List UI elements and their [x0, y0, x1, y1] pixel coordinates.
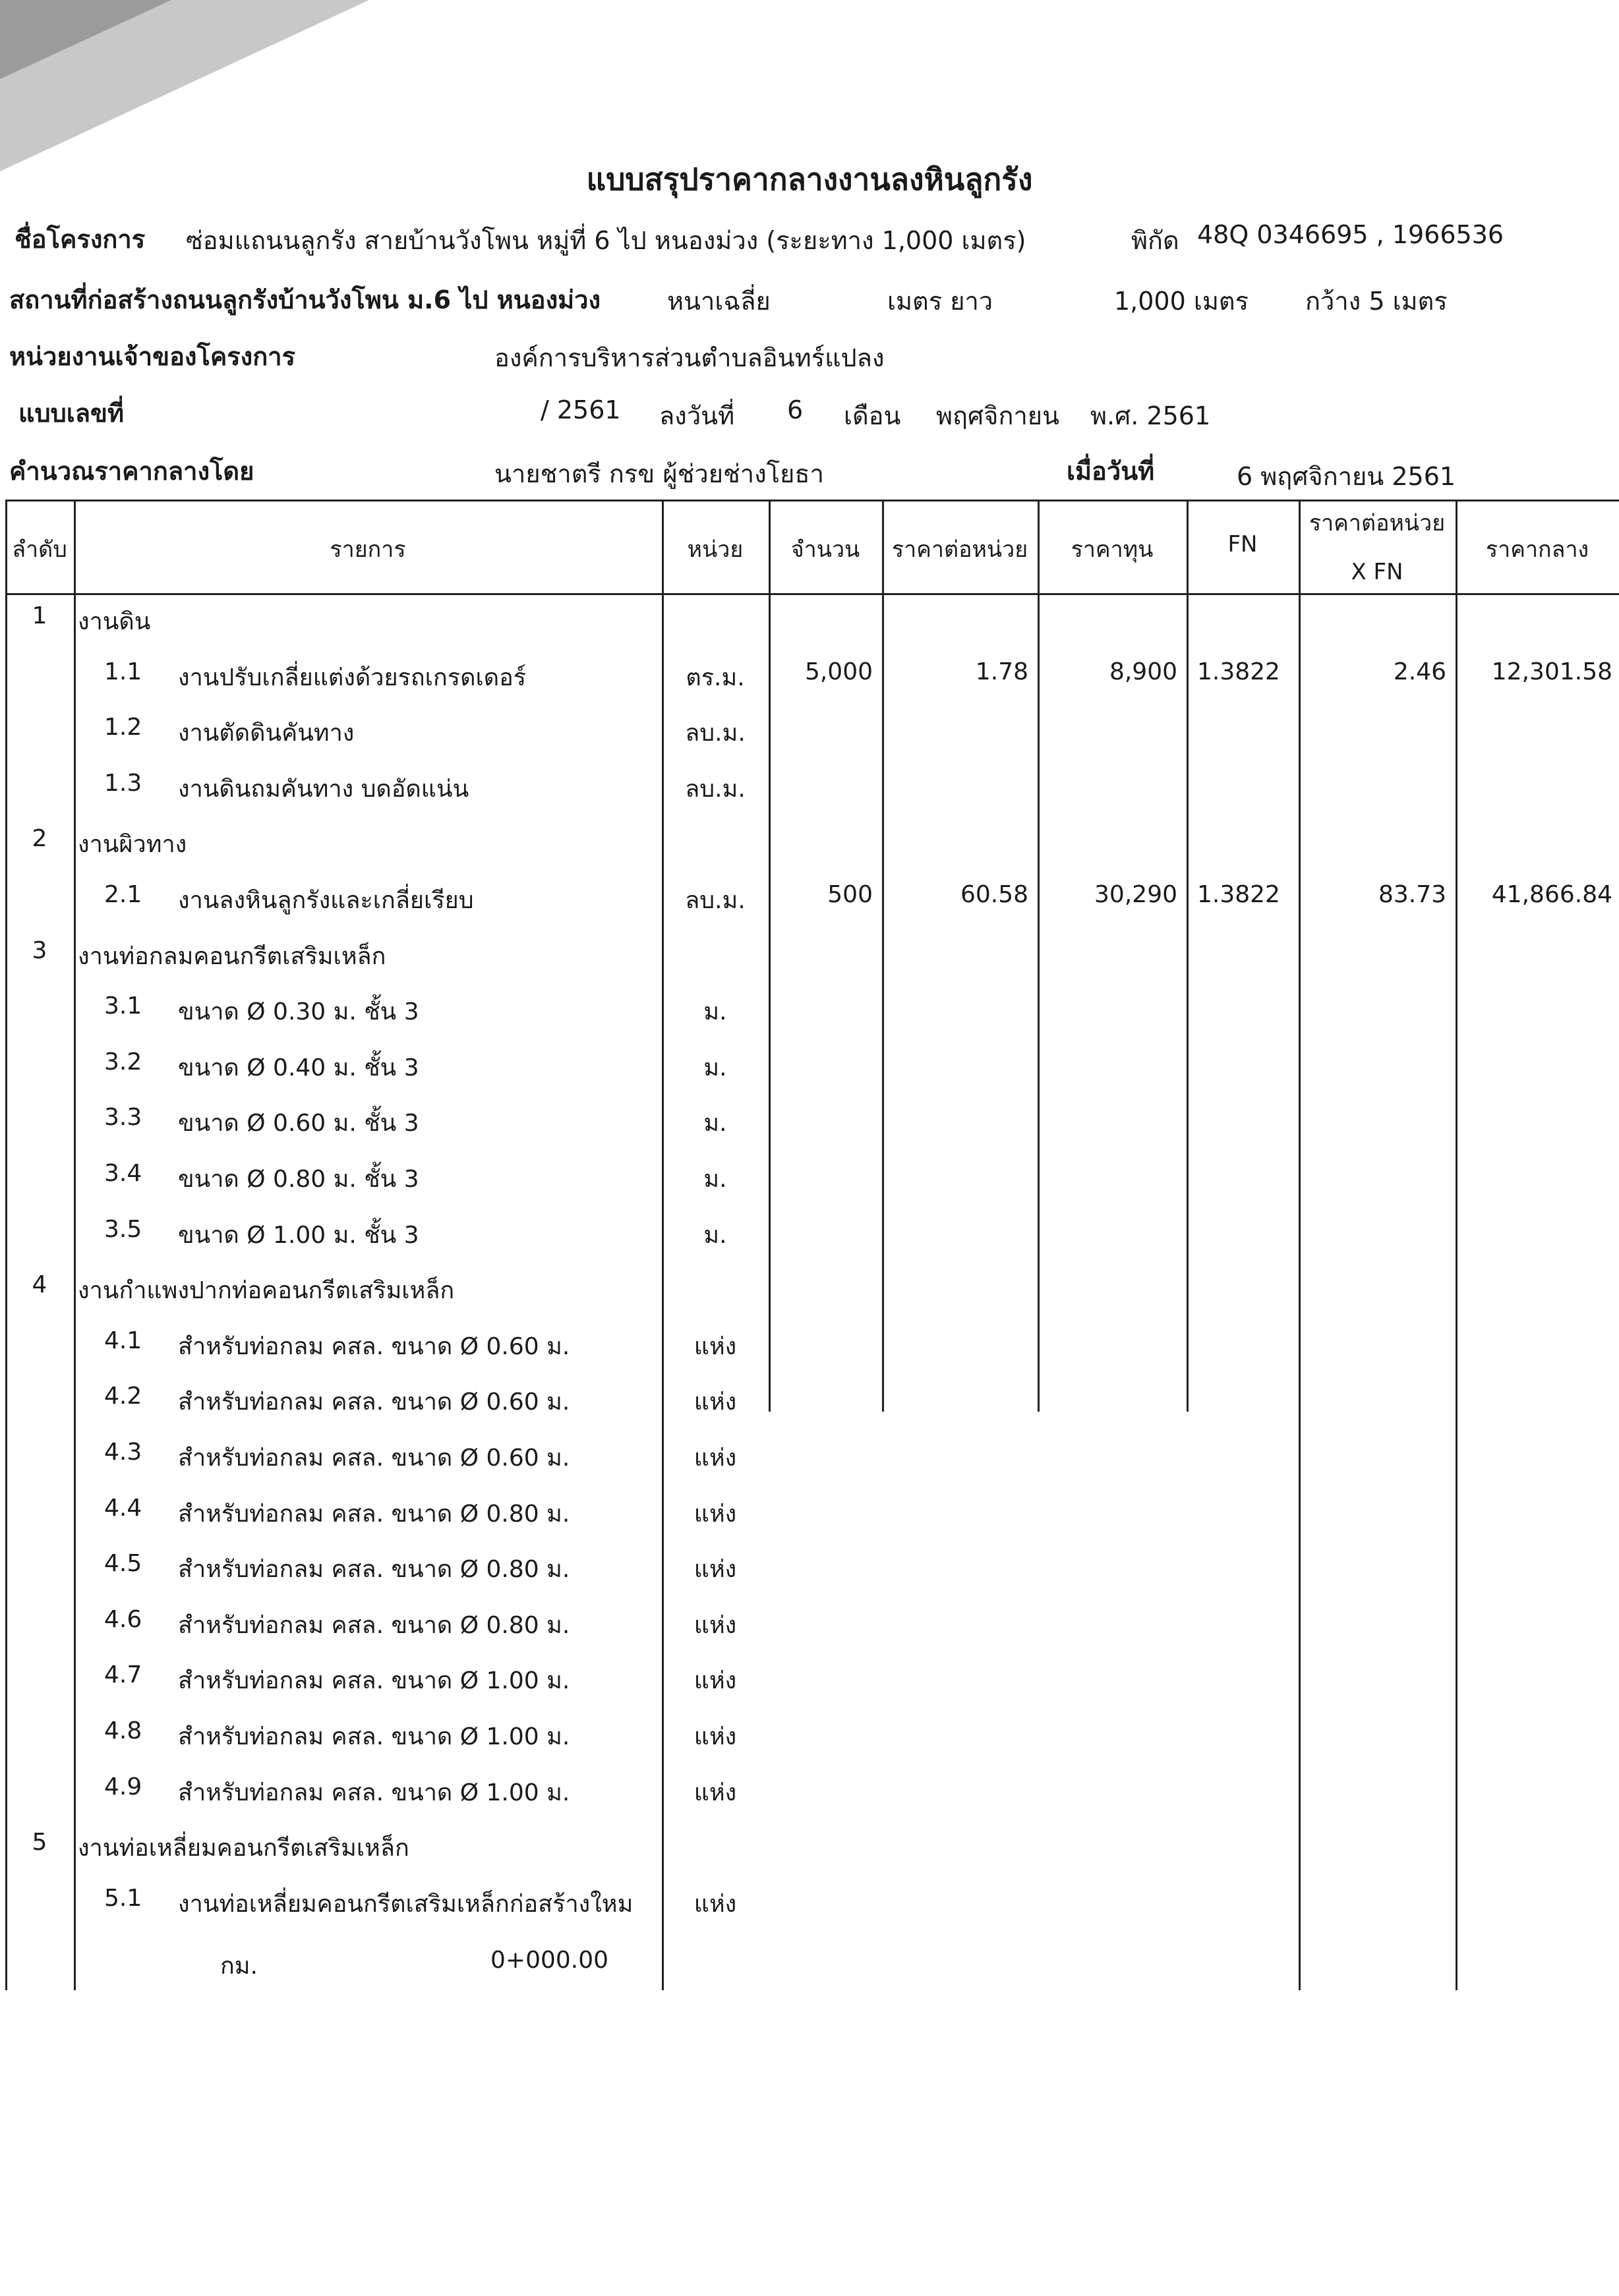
row-item: สำหรับท่อกลม คสล. ขนาด Ø 0.80 ม.	[178, 1501, 570, 1528]
header-cost: ราคาทุน	[1071, 536, 1154, 563]
row-item: งานตัดดินคันทาง	[178, 720, 355, 747]
row-qty: 5,000	[804, 658, 873, 685]
row-total: 41,866.84	[1491, 881, 1612, 908]
col-line	[769, 500, 771, 1412]
header-unit-price-fn: ราคาต่อหน่วย	[1309, 510, 1446, 536]
row-unit: ม.	[703, 1222, 727, 1249]
row-unit: ม.	[703, 998, 727, 1025]
row-unit-price-fn: 2.46	[1393, 658, 1446, 685]
plan-no-label: แบบเลขที่	[18, 399, 125, 428]
row-item: ขนาด Ø 0.40 ม. ชั้น 3	[178, 1054, 419, 1081]
row-no: 2	[32, 825, 47, 852]
length-value: 1,000 เมตร	[1114, 287, 1249, 316]
thickness-label: หนาเฉลี่ย	[667, 287, 771, 316]
row-unit: ม.	[703, 1054, 727, 1081]
row-item: งานลงหินลูกรังและเกลี่ยเรียบ	[178, 887, 474, 914]
row-unit: ลบ.ม.	[685, 776, 746, 803]
row-unit: ม.	[703, 1110, 727, 1137]
row-sub-no: 4.7	[104, 1661, 142, 1688]
row-no: 5	[32, 1829, 47, 1856]
row-item: งานผิวทาง	[78, 831, 187, 858]
row-unit: แห่ง	[693, 1556, 737, 1583]
row-unit: แห่ง	[693, 1891, 737, 1918]
row-sub-no: 2.1	[104, 881, 142, 908]
project-value: ซ่อมแถนนลูกรัง สายบ้านวังโพน หมู่ที่ 6 ไป หนองม่วง (ระยะทาง 1,000 เมตร)	[186, 226, 1026, 255]
folded-corner-shadow-dark	[0, 0, 171, 79]
owner-value: องค์การบริหารส่วนตำบลอินทร์แปลง	[494, 343, 885, 372]
row-sub-no: 3.2	[104, 1048, 142, 1076]
row-item: สำหรับท่อกลม คสล. ขนาด Ø 0.60 ม.	[178, 1445, 570, 1472]
row-unit: แห่ง	[693, 1333, 737, 1360]
price-table	[5, 500, 1619, 1990]
row-sub-no: 3.1	[104, 992, 142, 1019]
row-unit: ม.	[703, 1166, 727, 1193]
row-item: งานท่อเหลี่ยมคอนกรีตเสริมเหล็ก	[78, 1835, 409, 1862]
row-item: ขนาด Ø 0.30 ม. ชั้น 3	[178, 998, 419, 1025]
row-item: งานดินถมคันทาง บดอัดแน่น	[178, 776, 469, 803]
row-item: สำหรับท่อกลม คสล. ขนาด Ø 1.00 ม.	[178, 1779, 570, 1806]
header-bottom-border	[5, 593, 1619, 595]
col-line	[1456, 500, 1457, 1990]
plan-no-value: / 2561	[541, 395, 621, 424]
row-item: สำหรับท่อกลม คสล. ขนาด Ø 0.80 ม.	[178, 1612, 570, 1639]
row-no: 3	[32, 937, 47, 964]
col-line	[1038, 500, 1040, 1412]
row-cost: 8,900	[1109, 658, 1177, 685]
row-item: สำหรับท่อกลม คสล. ขนาด Ø 0.60 ม.	[178, 1333, 570, 1360]
header-no: ลำดับ	[12, 536, 67, 563]
row-total: 12,301.58	[1491, 658, 1612, 685]
row-unit: แห่ง	[693, 1779, 737, 1806]
row-item: สำหรับท่อกลม คสล. ขนาด Ø 1.00 ม.	[178, 1667, 570, 1694]
row-sub-no: 4.9	[104, 1773, 142, 1800]
row-sub-no: 4.1	[104, 1327, 142, 1354]
row-unit: ลบ.ม.	[685, 720, 746, 747]
row-sub-no: 3.4	[104, 1160, 142, 1187]
coord-label: พิกัด	[1131, 226, 1179, 255]
month-value: พฤศจิกายน	[936, 401, 1060, 430]
row-unit: แห่ง	[693, 1445, 737, 1472]
document-title: แบบสรุปราคากลางงานลงหินลูกรัง	[586, 161, 1033, 197]
row-sub-no: 4.8	[104, 1717, 142, 1744]
table-top-border	[5, 500, 1619, 502]
row-item: งานท่อเหลี่ยมคอนกรีตเสริมเหล็กก่อสร้างใหม	[178, 1891, 633, 1918]
row-item: งานปรับเกลี่ยแต่งด้วยรถเกรดเดอร์	[178, 664, 527, 691]
owner-label: หน่วยงานเจ้าของโครงการ	[9, 342, 295, 371]
row-sub-no: 4.5	[104, 1550, 142, 1577]
km-label: กม.	[220, 1953, 258, 1980]
row-item: งานกำแพงปากท่อคอนกรีตเสริมเหล็ก	[78, 1277, 455, 1304]
row-item: สำหรับท่อกลม คสล. ขนาด Ø 0.60 ม.	[178, 1389, 570, 1416]
thickness-unit-length: เมตร ยาว	[887, 287, 993, 316]
row-unit: แห่ง	[693, 1501, 737, 1528]
row-sub-no: 1.3	[104, 770, 142, 797]
header-fn: FN	[1227, 531, 1258, 558]
row-fn: 1.3822	[1197, 881, 1280, 908]
row-sub-no: 3.5	[104, 1216, 142, 1243]
header-unit-price: ราคาต่อหน่วย	[891, 536, 1028, 563]
date-label: เมื่อวันที่	[1067, 457, 1155, 486]
header-item: รายการ	[330, 536, 406, 563]
row-no: 1	[32, 602, 47, 629]
row-item: ขนาด Ø 0.60 ม. ชั้น 3	[178, 1110, 419, 1137]
row-item: ขนาด Ø 1.00 ม. ชั้น 3	[178, 1222, 419, 1249]
row-fn: 1.3822	[1197, 658, 1280, 685]
row-unit: แห่ง	[693, 1389, 737, 1416]
date-value: 6 พฤศจิกายน 2561	[1237, 462, 1456, 491]
dated-day: 6	[787, 395, 804, 424]
site-label: สถานที่ก่อสร้างถนนลูกรังบ้านวังโพน ม.6 ไป หนองม่วง	[9, 285, 601, 314]
year-value: พ.ศ. 2561	[1090, 401, 1211, 430]
row-cost: 30,290	[1094, 881, 1177, 908]
row-sub-no: 4.3	[104, 1439, 142, 1466]
row-sub-no: 4.6	[104, 1606, 142, 1633]
coord-value: 48Q 0346695 , 1966536	[1197, 220, 1504, 249]
row-unit: ตร.ม.	[686, 664, 745, 691]
km-value: 0+000.00	[490, 1947, 609, 1974]
col-line	[5, 500, 7, 1990]
width-label: กว้าง 5 เมตร	[1305, 287, 1448, 316]
row-qty: 500	[827, 881, 873, 908]
row-unit-price: 60.58	[960, 881, 1028, 908]
row-item: งานดิน	[78, 608, 151, 635]
row-unit: แห่ง	[693, 1723, 737, 1750]
col-line	[1187, 500, 1189, 1412]
row-unit: แห่ง	[693, 1667, 737, 1694]
row-sub-no: 3.3	[104, 1104, 142, 1131]
row-item: ขนาด Ø 0.80 ม. ชั้น 3	[178, 1166, 419, 1193]
row-sub-no: 1.1	[104, 658, 142, 685]
col-line	[882, 500, 884, 1412]
row-sub-no: 4.4	[104, 1495, 142, 1522]
project-label: ชื่อโครงการ	[15, 225, 146, 254]
row-item: สำหรับท่อกลม คสล. ขนาด Ø 0.80 ม.	[178, 1556, 570, 1583]
row-sub-no: 5.1	[104, 1885, 142, 1912]
dated-label: ลงวันที่	[659, 401, 735, 430]
row-sub-no: 1.2	[104, 714, 142, 741]
month-label: เดือน	[844, 401, 901, 430]
col-line	[74, 500, 76, 1990]
calc-value: นายชาตรี กรข ผู้ช่วยช่างโยธา	[494, 459, 824, 488]
row-unit: แห่ง	[693, 1612, 737, 1639]
header-x-fn: X FN	[1351, 559, 1403, 585]
row-item: สำหรับท่อกลม คสล. ขนาด Ø 1.00 ม.	[178, 1723, 570, 1750]
row-unit-price-fn: 83.73	[1378, 881, 1446, 908]
row-unit: ลบ.ม.	[685, 887, 746, 914]
row-no: 4	[32, 1271, 47, 1298]
calc-label: คำนวณราคากลางโดย	[9, 457, 254, 486]
row-unit-price: 1.78	[975, 658, 1028, 685]
col-line	[1299, 500, 1301, 1990]
header-total: ราคากลาง	[1485, 536, 1589, 563]
row-item: งานท่อกลมคอนกรีตเสริมเหล็ก	[78, 943, 386, 970]
header-unit: หน่วย	[687, 536, 744, 563]
header-qty: จำนวน	[790, 536, 860, 563]
row-sub-no: 4.2	[104, 1383, 142, 1410]
